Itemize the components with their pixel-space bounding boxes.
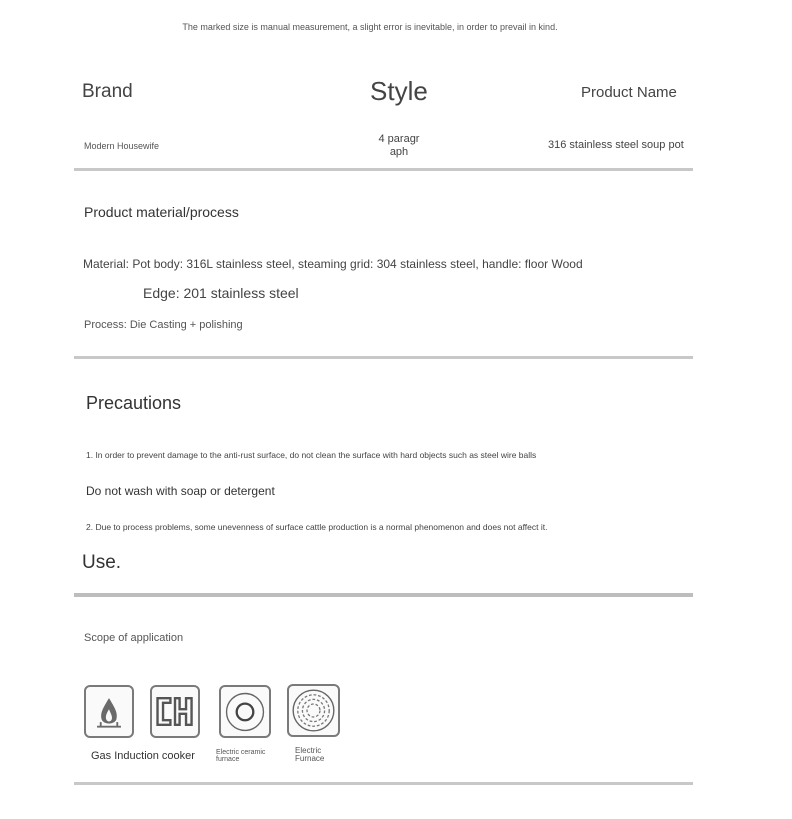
induction-ih-icon — [150, 685, 200, 738]
style-header: Style — [370, 76, 428, 106]
brand-header: Brand — [82, 81, 133, 102]
style-value — [370, 133, 428, 159]
electric-furnace-icon — [287, 684, 340, 737]
style-value-line1: 4 paragr — [378, 133, 420, 145]
divider-1 — [74, 168, 693, 171]
ceramic-label-line1: Electric ceramic — [216, 749, 266, 756]
divider-3 — [74, 593, 693, 597]
ceramic-label-line2: furnace — [216, 756, 240, 764]
brand-value: Modern Housewife — [84, 141, 160, 151]
material-title: Product material/process — [84, 204, 239, 220]
material-text: Material: Pot body: 316L stainless steel, steaming grid: 304 stainless steel, handle: floor Wood — [83, 257, 583, 271]
furnace-label-line2: Furnace — [295, 754, 325, 764]
edge-text: Edge: 201 stainless steel — [143, 285, 299, 301]
process-text: Process: Die Casting + polishing — [84, 319, 243, 331]
divider-2 — [74, 356, 693, 359]
gas-flame-icon — [84, 685, 134, 738]
measurement-note: The marked size is manual measurement, a slight error is inevitable, in order to prevail in kind. — [182, 22, 558, 32]
scope-title: Scope of application — [84, 632, 184, 644]
precautions-title: Precautions — [86, 393, 182, 413]
precaution-item-2: 2. Due to process problems, some unevenness of surface cattle production is a normal phenomenon and does not affect it. — [86, 522, 548, 532]
gas-induction-label: Gas Induction cooker — [91, 750, 195, 762]
style-value-line2: aph — [389, 146, 409, 158]
furnace-label-line1: Electric — [295, 746, 322, 755]
electric-ceramic-icon — [219, 685, 271, 738]
precaution-item-1: 1. In order to prevent damage to the anti-rust surface, do not clean the surface with hard objects such as steel wire balls — [86, 450, 537, 460]
precaution-item-1-continued: Do not wash with soap or detergent — [86, 484, 275, 498]
ceramic-label — [216, 749, 265, 764]
divider-4 — [74, 782, 693, 785]
furnace-label — [295, 747, 324, 764]
product-name-header: Product Name — [581, 84, 677, 101]
product-name-value: 316 stainless steel soup pot — [548, 139, 684, 151]
use-title: Use. — [82, 552, 122, 573]
